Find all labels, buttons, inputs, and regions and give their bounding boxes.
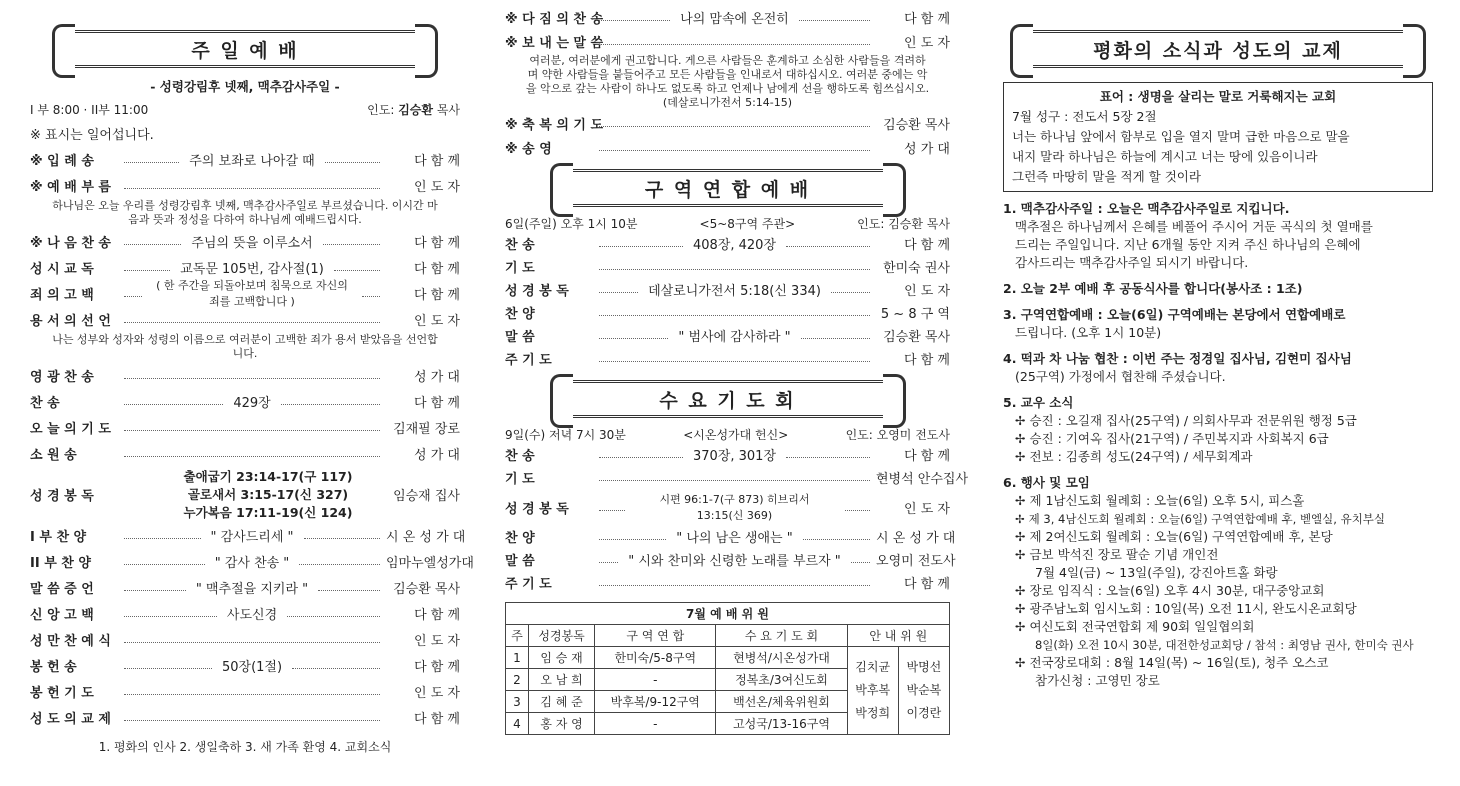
order-content: " 시와 찬미와 신령한 노래를 부르자 " [628, 554, 841, 569]
order-person: 인 도 자 [414, 313, 460, 329]
order-label: 찬 양 [505, 307, 535, 322]
list-item: ✢ 전국장로대회 : 8월 14일(목) ~ 16일(토), 청주 오스코 [1003, 654, 1433, 672]
order-row [30, 600, 460, 626]
service-times: I 부 8:00 · II부 11:00 [30, 103, 149, 117]
order-row [505, 571, 950, 594]
news-list [1003, 200, 1433, 690]
order-row [505, 278, 950, 301]
list-item: ✢ 제 2여신도회 월례회 : 오늘(6일) 구역연합예배 후, 본당 [1003, 528, 1433, 546]
order-person: 다 함 께 [414, 659, 461, 675]
news-banner [1018, 30, 1418, 68]
order-label: 찬 송 [505, 449, 535, 464]
order-person: 현병석 안수집사 [876, 472, 969, 487]
list-item: ✢ 승진 : 오길재 집사(25구역) / 의회사무과 전문위원 행정 5급 [1003, 412, 1433, 430]
order-person: 다 함 께 [414, 711, 460, 727]
order-content: 50장(1절) [221, 659, 283, 675]
news-title: 평화의 소식과 성도의 교제 [1093, 39, 1343, 62]
district-title: 구 역 연 합 예 배 [644, 178, 811, 201]
sunday-title: 주 일 예 배 [191, 39, 299, 62]
fellowship-list: 1. 평화의 인사 2. 생일축하 3. 새 가족 환영 4. 교회소식 [98, 740, 392, 754]
sunday-subtitle: - 성령강림후 넷째, 맥추감사주일 - [150, 79, 340, 94]
district-order [505, 232, 950, 370]
order-person: 김승환 목사 [883, 117, 950, 133]
duty-header: 안 내 위 원 [847, 625, 949, 647]
motto: 표어 : 생명을 살리는 말로 거룩해지는 교회 [1099, 89, 1337, 104]
news-1-body: 감사드리는 맥추감사주일 되시기 바랍니다. [1015, 255, 1249, 270]
scripture-readings: 출애굽기 23:14-17(구 117) 골로새서 3:15-17(신 327) 누가복음 17:11-19(신 124) [183, 469, 353, 520]
middle-column [505, 0, 969, 735]
motto-box [1003, 82, 1433, 192]
stand-note: ※ 표시는 일어섭니다. [30, 128, 154, 143]
sunday-leader-line: 인도: 김승환 목사 [367, 103, 460, 117]
order-person: 다 함 께 [414, 235, 461, 251]
order-row [30, 388, 460, 414]
order-person: 성 가 대 [904, 141, 950, 157]
order-person: 다 함 께 [414, 395, 460, 411]
order-person: 다 함 께 [904, 577, 950, 592]
order-content: " 맥추절을 지키라 " [195, 581, 309, 597]
news-6-title: 6. 행사 및 모임 [1003, 475, 1090, 490]
order-row [30, 466, 460, 522]
news-4-title: 4. 떡과 차 나눔 협찬 : 이번 주는 정경일 집사님, 김현미 집사님 [1003, 351, 1352, 366]
order-row [30, 146, 460, 172]
order-label: 용 서 의 선 언 [30, 313, 111, 329]
order-label: ※ 보 내 는 말 씀 [505, 35, 604, 51]
news-1-body: 드리는 주일입니다. 지난 6개월 동안 지켜 주신 하나님의 은혜에 [1015, 237, 1361, 252]
list-item: ✢ 승진 : 기여옥 집사(21구역) / 주민복지과 사회복지 6급 [1003, 430, 1433, 448]
order-person: 인 도 자 [904, 501, 950, 517]
sunday-column [30, 0, 474, 755]
sending-words-text: 여러분, 여러분에게 권고합니다. 게으른 사람들은 훈계하고 소심한 사람들을 격려하며 약한 사람들을 붙들어주고 모든 사람들을 인내로서 대하십시오. 여러분 중에는 악을 악으로 갚는 사람이 하나도 없도록 하고 언제나 남에게 선을 행하도록 힘쓰십시오. (데살로니가전서 5:14-15) [525, 54, 930, 109]
list-item: ✢ 제 1남신도회 월례회 : 오늘(6일) 오후 5시, 피스홀 [1003, 492, 1433, 510]
duty-header: 수 요 기 도 회 [716, 625, 847, 647]
order-person: 시 온 성 가 대 [876, 531, 956, 546]
order-label: 기 도 [505, 472, 535, 487]
order-label: 기 도 [505, 261, 535, 276]
order-person: 인 도 자 [904, 284, 951, 299]
news-3-title: 3. 구역연합예배 : 오늘(6일) 구역예배는 본당에서 연합예배로 [1003, 307, 1346, 322]
order-row [30, 280, 460, 306]
order-label: 성 경 봉 독 [505, 501, 569, 517]
order-person: 다 함 께 [904, 449, 951, 464]
order-label: II 부 찬 양 [30, 555, 91, 571]
order-content: " 범사에 감사하라 " [678, 330, 791, 345]
verse-line: 그런즉 마땅히 말을 적게 할 것이라 [1012, 169, 1201, 184]
order-label: 말 씀 증 언 [30, 581, 94, 597]
list-item-detail: 7월 4일(금) ~ 13일(주일), 강진아트홀 화랑 [1035, 565, 1278, 580]
order-label: 성 경 봉 독 [505, 284, 569, 299]
sunday-order [30, 146, 474, 730]
order-row [30, 306, 460, 332]
order-content: ( 한 주간을 되돌아보며 침묵으로 자신의 죄를 고백합니다 ) [156, 279, 348, 308]
order-content: " 감사드리세 " [210, 529, 294, 545]
table-row: 3 김 혜 준 박후복/9-12구역 백선온/체육위원회 [506, 691, 950, 713]
duty-header: 성경봉독 [529, 625, 595, 647]
order-person: 다 함 께 [904, 11, 951, 27]
order-content: 데살로니가전서 5:18(신 334) [648, 284, 821, 299]
order-row [505, 29, 950, 53]
order-label: 말 씀 [505, 330, 535, 345]
order-person: 시 온 성 가 대 [386, 529, 466, 545]
order-row [505, 548, 956, 571]
news-1-body: 맥추절은 하나님께서 은혜를 베풀어 주시어 거둔 곡식의 첫 열매를 [1015, 219, 1373, 234]
order-person: 임마누엘성가대 [386, 555, 474, 571]
order-label: 봉 헌 기 도 [30, 685, 94, 701]
order-row [30, 548, 474, 574]
order-label: 성 시 교 독 [30, 261, 94, 277]
order-person: 인 도 자 [904, 35, 950, 51]
list-item: ✢ 제 3, 4남신도회 월례회 : 오늘(6일) 구역연합예배 후, 벧엘실, 유치부실 [1003, 510, 1433, 528]
order-label: I 부 찬 양 [30, 529, 87, 545]
district-banner [558, 169, 898, 207]
list-item: ✢ 광주남노회 임시노회 : 10일(목) 오전 11시, 완도시온교회당 [1003, 600, 1433, 618]
verse-ref: 7월 성구 : 전도서 5장 2절 [1012, 109, 1157, 124]
order-content: " 나의 남은 생애는 " [676, 531, 793, 546]
order-label: ※ 송 영 [505, 141, 552, 157]
order-row [505, 443, 950, 466]
district-host: <5~8구역 주관> [699, 217, 796, 231]
order-row [30, 574, 460, 600]
duty-title: 7월 예 배 위 원 [506, 603, 950, 625]
order-row [30, 172, 460, 198]
duty-table [505, 602, 950, 735]
news-1-title: 1. 맥추감사주일 : 오늘은 맥추감사주일로 지킵니다. [1003, 201, 1290, 216]
list-item-detail: 참가신청 : 고영민 장로 [1035, 673, 1160, 688]
order-label: 소 원 송 [30, 447, 77, 463]
duty-header: 구 역 연 합 [595, 625, 716, 647]
wednesday-banner [558, 380, 898, 418]
order-row [30, 626, 460, 652]
order-row [505, 232, 950, 255]
news-4-body: (25구역) 가정에서 협찬해 주셨습니다. [1015, 369, 1226, 384]
wednesday-host: <시온성가대 헌신> [683, 428, 789, 442]
wednesday-title: 수 요 기 도 회 [659, 389, 796, 412]
list-item-detail: 8일(화) 오전 10시 30분, 대전한성교회당 / 참석 : 최영남 권사, 한미숙 권사 [1035, 638, 1414, 652]
order-content: 주님의 뜻을 이루소서 [191, 235, 313, 251]
wednesday-order [505, 443, 969, 594]
order-label: 말 씀 [505, 554, 535, 569]
order-person: 다 함 께 [904, 353, 950, 368]
order-row [30, 704, 460, 730]
order-person: 김승환 목사 [883, 330, 951, 345]
news-3-body: 드립니다. (오후 1시 10분) [1015, 325, 1162, 340]
table-row: 4 홍 자 영 - 고성국/13-16구역 [506, 713, 950, 735]
order-row [505, 466, 969, 489]
order-label: 주 기 도 [505, 353, 552, 368]
order-person: 다 함 께 [414, 287, 460, 303]
table-row: 2 오 남 희 - 정복초/3여신도회 [506, 669, 950, 691]
order-person: 다 함 께 [414, 153, 461, 169]
table-row: 1 임 승 재 한미숙/5-8구역 현병석/시온성가대 김치균 박후복 박정희 박명선 박순복 이경란 [506, 647, 950, 669]
order-label: 영 광 찬 송 [30, 369, 94, 385]
order-row [505, 301, 950, 324]
news-5-title: 5. 교우 소식 [1003, 395, 1074, 410]
order-row [505, 347, 950, 370]
order-person: 한미숙 권사 [883, 261, 950, 276]
order-person: 성 가 대 [414, 447, 460, 463]
order-row [30, 678, 460, 704]
verse-line: 내지 말라 하나님은 하늘에 계시고 너는 땅에 있음이니라 [1012, 149, 1318, 164]
wednesday-leader: 인도: 오영미 전도사 [845, 428, 950, 442]
order-person: 다 함 께 [414, 607, 461, 623]
order-label: 성 도 의 교 제 [30, 711, 111, 727]
order-row [30, 440, 460, 466]
order-label: ※ 다 짐 의 찬 송 [505, 11, 604, 27]
order-label: 찬 송 [30, 395, 60, 411]
wednesday-info: 9일(수) 저녁 7시 30분 [505, 428, 626, 442]
order-row [505, 255, 950, 278]
order-content: 370장, 301장 [693, 449, 777, 464]
order-label: 죄 의 고 백 [30, 287, 94, 303]
order-person: 5 ~ 8 구 역 [880, 307, 950, 322]
order-label: ※ 입 례 송 [30, 153, 94, 169]
order-person: 다 함 께 [414, 261, 460, 277]
order-content: 429장 [233, 395, 271, 411]
order-person: 인 도 자 [414, 685, 460, 701]
order-row [505, 489, 950, 525]
order-content: " 감사 찬송 " [214, 555, 290, 571]
order-row [505, 111, 950, 135]
order-row [505, 135, 950, 159]
order-content: 사도신경 [226, 607, 278, 623]
order-person: 임승재 집사 [393, 488, 460, 504]
news-column [1003, 0, 1433, 690]
pardon-text: 나는 성부와 성자와 성령의 이름으로 여러분이 고백한 죄가 용서 받았음을 선언합니다. [52, 333, 438, 360]
list-item: ✢ 장로 임직식 : 오늘(6일) 오후 4시 30분, 대구중앙교회 [1003, 582, 1433, 600]
order-row [30, 522, 466, 548]
order-person: 다 함 께 [904, 238, 951, 253]
order-person: 인 도 자 [414, 179, 460, 195]
order-row [505, 525, 956, 548]
order-person: 김승환 목사 [393, 581, 461, 597]
order-label: 찬 송 [505, 238, 535, 253]
order-content: 교독문 105번, 감사절(1) [180, 261, 324, 277]
order-label: ※ 예 배 부 름 [30, 179, 111, 195]
order-label: 오 늘 의 기 도 [30, 421, 111, 437]
sunday-banner [60, 30, 430, 68]
order-person: 인 도 자 [414, 633, 460, 649]
list-item: ✢ 금보 박석진 장로 팔순 기념 개인전 [1003, 546, 1433, 564]
order-row [30, 652, 460, 678]
order-content: 나의 맘속에 온전히 [680, 11, 789, 27]
order-label: 신 앙 고 백 [30, 607, 94, 623]
district-info: 6일(주일) 오후 1시 10분 [505, 217, 638, 231]
order-row [505, 324, 950, 347]
order-row [30, 414, 460, 440]
order-label: 찬 양 [505, 531, 535, 546]
list-item: ✢ 전보 : 김종희 성도(24구역) / 세무회계과 [1003, 448, 1433, 466]
list-item: ✢ 여신도회 전국연합회 제 90회 일일협의회 [1003, 618, 1433, 636]
order-label: 성 경 봉 독 [30, 488, 94, 504]
order-row [30, 362, 460, 388]
duty-header: 주 [506, 625, 529, 647]
news-2: 2. 오늘 2부 예배 후 공동식사를 합니다(봉사조 : 1조) [1003, 281, 1303, 296]
order-person: 성 가 대 [414, 369, 460, 385]
order-label: 성 만 찬 예 식 [30, 633, 111, 649]
call-to-worship-text: 하나님은 오늘 우리를 성령강림후 넷째, 맥추감사주일로 부르셨습니다. 이시간 마음과 뜻과 정성을 다하여 하나님께 예배드립시다. [52, 199, 438, 226]
order-label: 주 기 도 [505, 577, 552, 592]
order-content: 시편 96:1-7(구 873) 히브리서 13:15(신 369) [659, 493, 810, 522]
verse-line: 너는 하나님 앞에서 함부로 입을 열지 말며 급한 마음으로 말을 [1012, 129, 1350, 144]
order-label: ※ 축 복 의 기 도 [505, 117, 604, 133]
order-person: 오영미 전도사 [876, 554, 956, 569]
closing-order [505, 5, 950, 159]
order-row [30, 228, 460, 254]
order-content: 408장, 420장 [693, 238, 777, 253]
order-label: ※ 나 음 찬 송 [30, 235, 111, 251]
district-leader: 인도: 김승환 목사 [857, 217, 950, 231]
order-person: 김재필 장로 [393, 421, 460, 437]
order-content: 주의 보좌로 나아갈 때 [189, 153, 315, 169]
order-row [505, 5, 950, 29]
order-label: 봉 헌 송 [30, 659, 77, 675]
